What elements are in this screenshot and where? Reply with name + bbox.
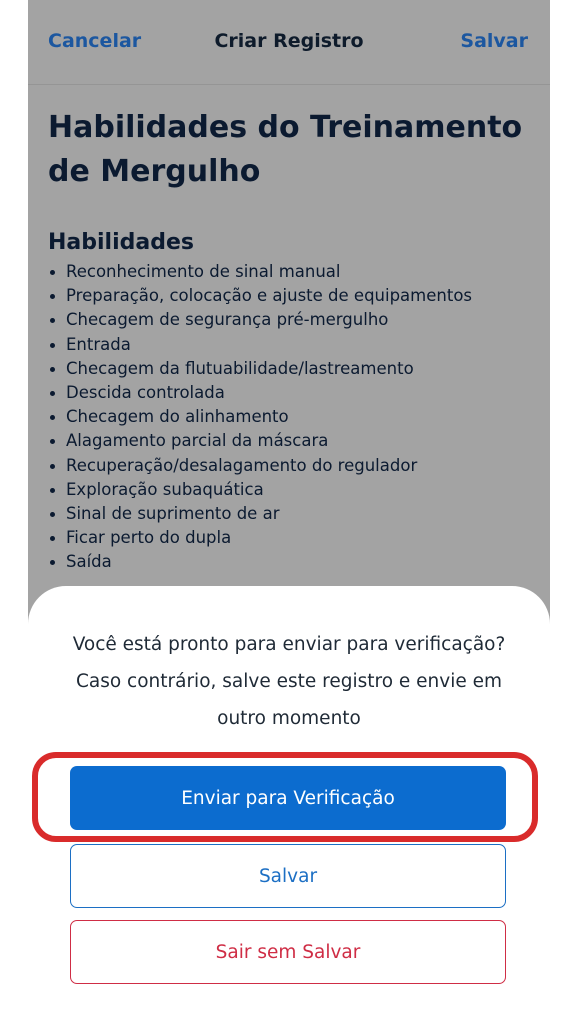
confirmation-bottom-sheet — [28, 586, 550, 1024]
skill-item: Sinal de suprimento de ar — [48, 502, 538, 526]
cancel-button[interactable]: Cancelar — [48, 30, 142, 52]
skill-item: Preparação, colocação e ajuste de equipamentos — [48, 284, 538, 308]
skill-item: Checagem da flutuabilidade/lastreamento — [48, 357, 538, 381]
skill-item: Saída — [48, 550, 538, 574]
navigation-bar — [28, 0, 550, 85]
skill-item: Descida controlada — [48, 381, 538, 405]
save-nav-button[interactable]: Salvar — [460, 30, 528, 52]
skill-item: Reconhecimento de sinal manual — [48, 260, 538, 284]
skills-heading: Habilidades — [48, 230, 194, 255]
skill-item: Checagem do alinhamento — [48, 405, 538, 429]
save-button[interactable]: Salvar — [70, 844, 506, 908]
exit-without-saving-button[interactable]: Sair sem Salvar — [70, 920, 506, 984]
page-title: Criar Registro — [214, 30, 364, 52]
skill-item: Alagamento parcial da máscara — [48, 429, 538, 453]
skill-item: Exploração subaquática — [48, 478, 538, 502]
skills-list — [48, 260, 538, 574]
skill-item: Ficar perto do dupla — [48, 526, 538, 550]
skill-item: Entrada — [48, 333, 538, 357]
record-title: Habilidades do Treinamento de Mergulho — [48, 110, 523, 189]
skill-item: Checagem de segurança pré-mergulho — [48, 308, 538, 332]
submit-for-verification-button[interactable]: Enviar para Verificação — [70, 766, 506, 830]
confirmation-message: Você está pronto para enviar para verificação? Caso contrário, salve este registro e envie em outro momento — [72, 634, 506, 729]
skill-item: Recuperação/desalagamento do regulador — [48, 454, 538, 478]
